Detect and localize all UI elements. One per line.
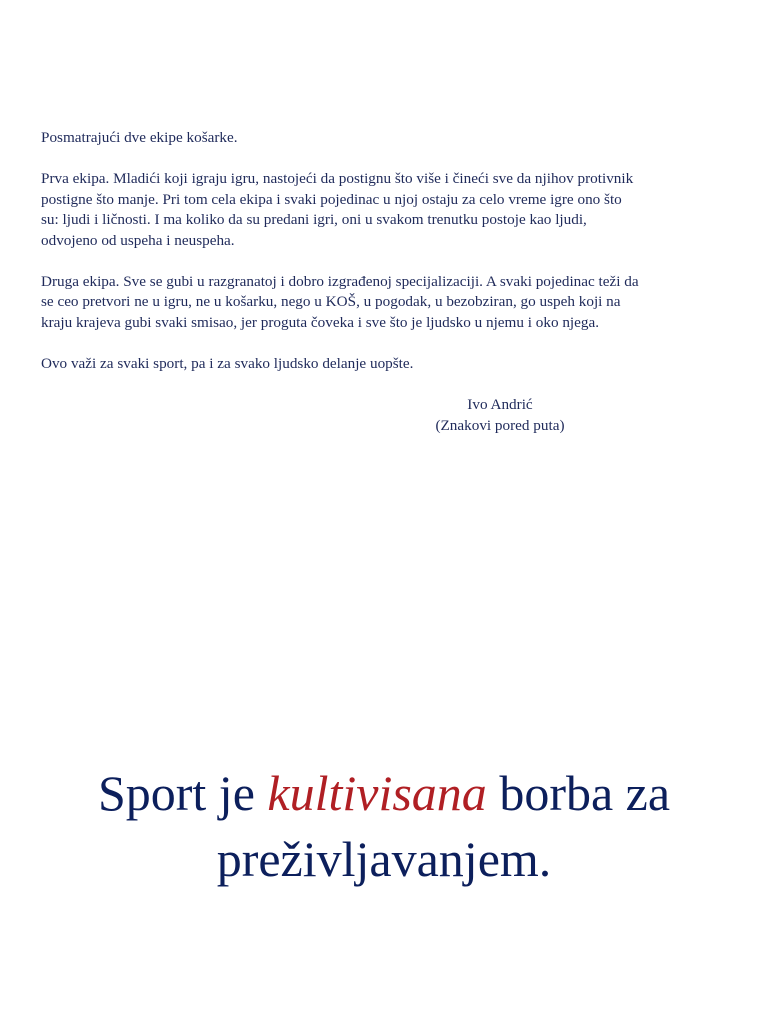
closing-line: Ovo važi za svaki sport, pa i za svako ljudsko delanje uopšte. xyxy=(41,354,414,372)
paragraph-first-team xyxy=(41,169,731,251)
paragraph-line: su: ljudi i ličnosti. I ma koliko da su predani igri, oni u svakom trenutku postoje kao ljudi, xyxy=(41,211,587,228)
slogan-accent-word: kultivisana xyxy=(267,765,487,821)
paragraph-line: kraju krajeva gubi svaki smisao, jer proguta čoveka i sve što je ljudsko u njemu i oko njega. xyxy=(41,313,600,331)
author-name: Ivo Andrić xyxy=(467,396,533,413)
quote-text xyxy=(41,128,731,395)
slogan-heading xyxy=(0,760,768,892)
paragraph-line: Druga ekipa. Sve se gubi u razgranatoj i dobro izgrađenoj specijalizaciji. A svaki pojedinac teži da xyxy=(41,272,639,290)
paragraph-line: odvojeno od uspeha i neuspeha. xyxy=(41,231,235,249)
slogan-text-start: Sport je xyxy=(97,765,268,821)
source-title: (Znakovi pored puta) xyxy=(435,416,565,434)
signature-block xyxy=(380,395,620,436)
paragraph-line: postigne što manje. Pri tom cela ekipa i svaki pojedinac u njoj ostaju za celo vreme igre ono što xyxy=(41,190,622,208)
paragraph-line: Prva ekipa. Mladići koji igraju igru, nastojeći da postignu što više i čineći sve da njihov protivnik xyxy=(41,170,634,187)
paragraph-line: se ceo pretvori ne u igru, ne u košarku, nego u KOŠ, u pogodak, u bezobziran, go uspeh koji na xyxy=(41,293,621,310)
slogan-line-2: preživljavanjem. xyxy=(216,831,552,887)
intro-line: Posmatrajući dve ekipe košarke. xyxy=(41,129,238,146)
paragraph-second-team xyxy=(41,272,731,334)
slogan-text-end: borba za xyxy=(486,765,671,821)
slogan-line-1 xyxy=(0,760,768,826)
